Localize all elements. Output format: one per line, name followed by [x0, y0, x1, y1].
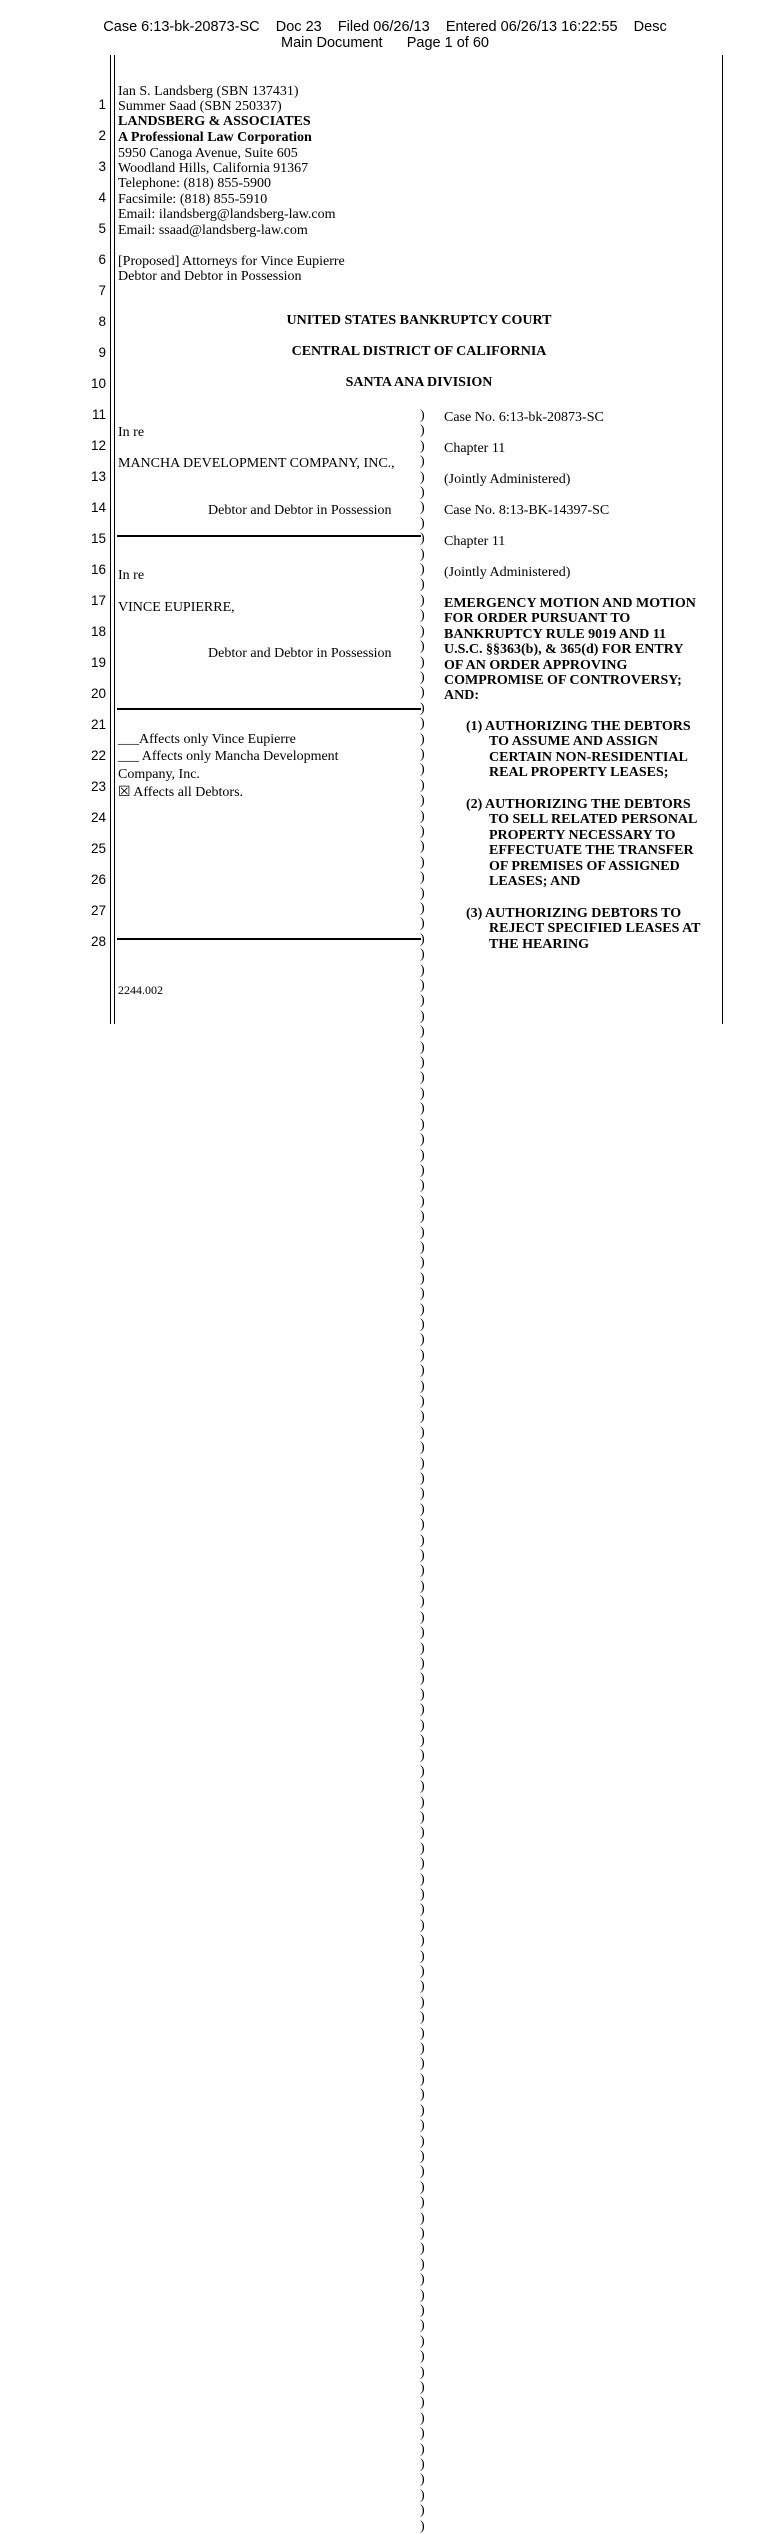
attorney-name-2: Summer Saad (SBN 250337) [118, 99, 282, 114]
court-district: CENTRAL DISTRICT OF CALIFORNIA [291, 344, 547, 359]
line-number: 21 [90, 717, 106, 732]
line-number: 17 [90, 593, 106, 608]
line-number: 13 [90, 469, 106, 484]
line-number: 20 [90, 686, 106, 701]
debtor-role-2: Debtor and Debtor in Possession [208, 646, 392, 661]
line-number: 16 [90, 562, 106, 577]
motion-item-line: PROPERTY NECESSARY TO [489, 827, 676, 843]
line-number: 18 [90, 624, 106, 639]
motion-item-line: REAL PROPERTY LEASES; [489, 765, 669, 781]
line-number: 9 [98, 345, 106, 360]
jointly-administered-2: (Jointly Administered) [444, 565, 571, 580]
motion-item-line: REJECT SPECIFIED LEASES AT [489, 921, 701, 937]
caption-divider-2 [117, 708, 421, 710]
motion-item-2 [466, 797, 697, 889]
in-re-label-2: In re [118, 568, 145, 583]
firm-address-street: 5950 Canoga Avenue, Suite 605 [118, 146, 298, 161]
case-header-line-1: Case 6:13-bk-20873-SC Doc 23 Filed 06/26/13 Entered 06/26/13 16:22:55 Desc [103, 19, 667, 35]
line-number: 12 [90, 438, 106, 453]
motion-item-1 [466, 719, 691, 781]
case-header-line-2: Main Document Page 1 of 60 [281, 35, 489, 51]
motion-item-line: (1) AUTHORIZING THE DEBTORS [466, 719, 691, 734]
in-re-label-1: In re [118, 425, 145, 440]
line-number: 3 [98, 159, 106, 174]
chapter-1: Chapter 11 [444, 441, 506, 456]
firm-name: LANDSBERG & ASSOCIATES [118, 114, 311, 129]
representation-line-1: [Proposed] Attorneys for Vince Eupierre [118, 254, 345, 269]
motion-title-line: BANKRUPTCY RULE 9019 AND 11 [444, 626, 666, 642]
motion-item-3 [466, 906, 701, 952]
case-number-2: Case No. 8:13-BK-14397-SC [444, 503, 610, 518]
motion-title-line: OF AN ORDER APPROVING [444, 657, 628, 673]
jointly-administered-1: (Jointly Administered) [444, 472, 571, 487]
debtor-role-1: Debtor and Debtor in Possession [208, 503, 392, 518]
affects-option-2-cont: Company, Inc. [118, 767, 200, 782]
representation-line-2: Debtor and Debtor in Possession [118, 269, 302, 284]
line-number: 25 [90, 841, 106, 856]
motion-title-line: AND: [444, 688, 479, 704]
firm-type: A Professional Law Corporation [118, 130, 312, 145]
firm-address-city: Woodland Hills, California 91367 [118, 161, 309, 176]
affects-option-3-checked: ☒ Affects all Debtors. [118, 785, 244, 800]
left-margin-line-inner [114, 55, 115, 1024]
line-number: 15 [90, 531, 106, 546]
line-number: 23 [90, 779, 106, 794]
case-number-1: Case No. 6:13-bk-20873-SC [444, 410, 604, 425]
line-number: 1 [98, 97, 106, 112]
line-number: 24 [90, 810, 106, 825]
line-number: 11 [91, 407, 106, 422]
caption-divider-3 [117, 938, 421, 940]
line-number: 10 [90, 376, 106, 391]
motion-item-line: EFFECTUATE THE TRANSFER [489, 843, 694, 859]
court-division: SANTA ANA DIVISION [345, 375, 493, 390]
affects-option-2: ___ Affects only Mancha Development [118, 749, 339, 764]
line-number: 22 [90, 748, 106, 763]
motion-item-line: (2) AUTHORIZING THE DEBTORS [466, 797, 691, 812]
motion-item-line: OF PREMISES OF ASSIGNED [489, 858, 680, 874]
firm-telephone: Telephone: (818) 855-5900 [118, 176, 271, 191]
motion-item-line: TO SELL RELATED PERSONAL [489, 812, 698, 828]
motion-title [444, 596, 696, 704]
line-number: 28 [90, 934, 106, 949]
line-number: 19 [90, 655, 106, 670]
motion-item-line: TO ASSUME AND ASSIGN [489, 734, 658, 750]
caption-divider-1 [117, 535, 421, 537]
line-number: 14 [90, 500, 106, 515]
line-number: 2 [98, 128, 106, 143]
line-number: 4 [98, 190, 106, 205]
motion-title-line: U.S.C. §§363(b), & 365(d) FOR ENTRY [444, 642, 684, 658]
attorney-email-2: Email: ssaad@landsberg-law.com [118, 223, 308, 238]
chapter-2: Chapter 11 [444, 534, 506, 549]
line-number: 8 [98, 314, 106, 329]
motion-title-line: EMERGENCY MOTION AND MOTION [444, 596, 696, 611]
line-number: 7 [98, 283, 106, 298]
motion-title-line: FOR ORDER PURSUANT TO [444, 611, 631, 627]
debtor-name-2: VINCE EUPIERRE, [118, 600, 235, 615]
line-number: 6 [98, 252, 106, 267]
debtor-name-1: MANCHA DEVELOPMENT COMPANY, INC., [118, 456, 395, 471]
motion-title-line: COMPROMISE OF CONTROVERSY; [444, 673, 682, 689]
attorney-email-1: Email: ilandsberg@landsberg-law.com [118, 207, 336, 222]
left-margin-line-outer [110, 55, 111, 1024]
line-number: 26 [90, 872, 106, 887]
line-number: 27 [90, 903, 106, 918]
affects-option-1: ___Affects only Vince Eupierre [118, 732, 296, 747]
caption-paren-column: ) ) ) ) ) ) ) ) ) ) ) ) ) ) ) ) ) ) ) ) ) ) ) ) ) ) ) ) ) ) ) ) ) ) ) ) ) ) ) ) ) ) ) ) ) ) ) ) ) ) ) ) ) ) ) ) ) ) ) ) ) ) ) ) ) ) ) ) ) ) ) ) ) ) ) ) ) ) ) ) ) ) ) ) ) ) ) ) ) ) ) ) ) ) ) ) ) ) ) ) ) ) ) ) ) ) ) ) ) ) ) ) ) ) ) ) ) ) ) ) ) ) ) ) ) ) ) ) ) ) ) ) ) ) ) ) ) ) [420, 408, 425, 2534]
motion-item-line: (3) AUTHORIZING DEBTORS TO [466, 906, 682, 921]
motion-item-line: CERTAIN NON-RESIDENTIAL [489, 749, 688, 765]
motion-item-line: LEASES; AND [489, 874, 581, 890]
footer-doc-id: 2244.002 [118, 983, 163, 997]
court-name: UNITED STATES BANKRUPTCY COURT [286, 313, 552, 328]
right-margin-line [722, 55, 723, 1024]
motion-item-line: THE HEARING [489, 936, 589, 952]
attorney-name-1: Ian S. Landsberg (SBN 137431) [118, 84, 299, 99]
firm-facsimile: Facsimile: (818) 855-5910 [118, 192, 268, 207]
line-number: 5 [98, 221, 106, 236]
